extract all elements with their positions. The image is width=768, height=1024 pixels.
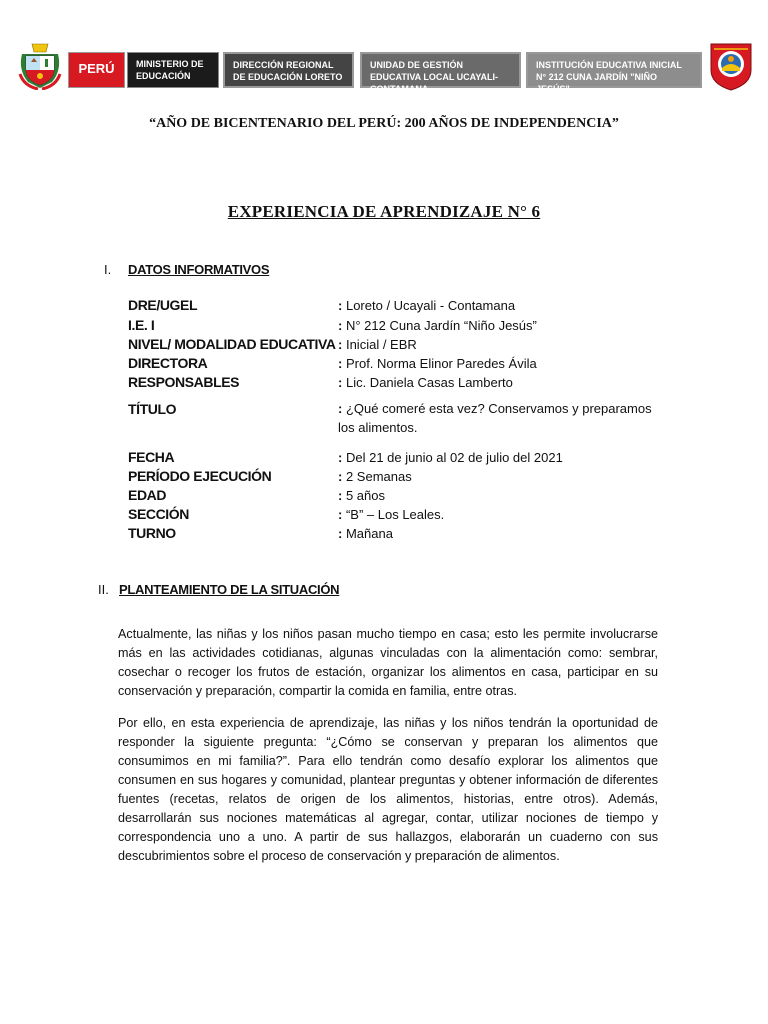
field-label-turno: TURNO	[128, 525, 176, 541]
field-value-nivel	[338, 335, 658, 354]
field-label-nivel: NIVEL/ MODALIDAD EDUCATIVA	[128, 336, 336, 352]
colon: :	[338, 318, 343, 333]
section-1-title: DATOS INFORMATIVOS	[128, 262, 270, 277]
colon: :	[338, 488, 343, 503]
dre-box: DIRECCIÓN REGIONAL DE EDUCACIÓN LORETO	[223, 52, 354, 88]
value-text: Inicial / EBR	[345, 337, 417, 352]
colon: :	[338, 507, 343, 522]
field-label-responsables: RESPONSABLES	[128, 374, 240, 390]
document-header	[0, 38, 768, 94]
value-text: “B” – Los Leales.	[345, 507, 445, 522]
field-value-ie	[338, 316, 658, 335]
colon: :	[338, 375, 343, 390]
peru-coat-of-arms-icon	[18, 40, 62, 90]
school-emblem-icon	[708, 40, 754, 92]
section-2-number: II.	[98, 582, 109, 597]
field-label-directora: DIRECTORA	[128, 355, 208, 371]
field-label-ie: I.E. I	[128, 317, 155, 333]
value-text: Loreto / Ucayali - Contamana	[345, 298, 516, 313]
section-1-number: I.	[104, 262, 112, 277]
situation-paragraph-2: Por ello, en esta experiencia de aprendizaje, las niñas y los niños tendrán la oportunidad de responder la siguiente pregunta: “¿Cómo se conservan y preparan los alimentos que consumimos en mi familia?”. Para ello tendrán como desafío explorar los alimentos que consumen en sus hogares y comunidad, plantear preguntas y obtener información de diferentes fuentes (recetas, relatos de origen de los alimentos, historias, entre otros). Además, desarrollarán sus nociones matemáticas al agregar, contar, utilizar nociones de tiempo y correspondencia uno a uno. A partir de sus hallazgos, elaborarán un cuaderno con sus descubrimientos sobre el proceso de conservación y preparación de alimentos.	[118, 716, 658, 863]
field-label-seccion: SECCIÓN	[128, 506, 189, 522]
field-label-dre-ugel: DRE/UGEL	[128, 297, 198, 313]
field-value-titulo	[338, 399, 658, 437]
institution-box: INSTITUCIÓN EDUCATIVA INICIAL N° 212 CUNA JARDÍN "NIÑO JESÚS"	[526, 52, 702, 88]
field-value-fecha	[338, 448, 658, 467]
situation-paragraph-1: Actualmente, las niñas y los niños pasan mucho tiempo en casa; esto les permite involucrarse más en las actividades cotidianas, algunas vinculadas con la alimentación como: sembrar, cosechar o recoger los frutos de estación, organizar los alimentos en casa, participar en su conservación y preparación, compartir la comida en familia, entre otras.	[118, 627, 658, 698]
value-text: 5 años	[345, 488, 386, 503]
colon: :	[338, 298, 343, 313]
value-text: ¿Qué comeré esta vez? Conservamos y preparamos los alimentos.	[338, 401, 652, 435]
colon: :	[338, 526, 343, 541]
peru-brand-box: PERÚ	[68, 52, 125, 88]
field-value-dre-ugel	[338, 296, 658, 315]
value-text: N° 212 Cuna Jardín “Niño Jesús”	[345, 318, 537, 333]
section-2-title: PLANTEAMIENTO DE LA SITUACIÓN	[119, 582, 340, 597]
field-value-directora	[338, 354, 658, 373]
field-value-edad	[338, 486, 658, 505]
field-value-seccion	[338, 505, 658, 524]
value-text: 2 Semanas	[345, 469, 412, 484]
colon: :	[338, 401, 343, 416]
field-value-turno	[338, 524, 658, 543]
field-label-titulo: TÍTULO	[128, 401, 177, 417]
value-text: Prof. Norma Elinor Paredes Ávila	[345, 356, 537, 371]
field-label-fecha: FECHA	[128, 449, 175, 465]
value-text: Lic. Daniela Casas Lamberto	[345, 375, 513, 390]
colon: :	[338, 337, 343, 352]
value-text: Del 21 de junio al 02 de julio del 2021	[345, 450, 563, 465]
colon: :	[338, 469, 343, 484]
ugel-box: UNIDAD DE GESTIÓN EDUCATIVA LOCAL UCAYALI- CONTAMANA	[360, 52, 521, 88]
ministerio-box: MINISTERIO DE EDUCACIÓN	[127, 52, 219, 88]
field-value-responsables	[338, 373, 658, 392]
field-label-edad: EDAD	[128, 487, 167, 503]
document-title: EXPERIENCIA DE APRENDIZAJE N° 6	[227, 202, 541, 221]
field-value-periodo	[338, 467, 658, 486]
field-label-periodo: PERÍODO EJECUCIÓN	[128, 468, 272, 484]
value-text: Mañana	[345, 526, 393, 541]
colon: :	[338, 356, 343, 371]
colon: :	[338, 450, 343, 465]
year-motto: “AÑO DE BICENTENARIO DEL PERÚ: 200 AÑOS DE INDEPENDENCIA”	[149, 116, 619, 131]
